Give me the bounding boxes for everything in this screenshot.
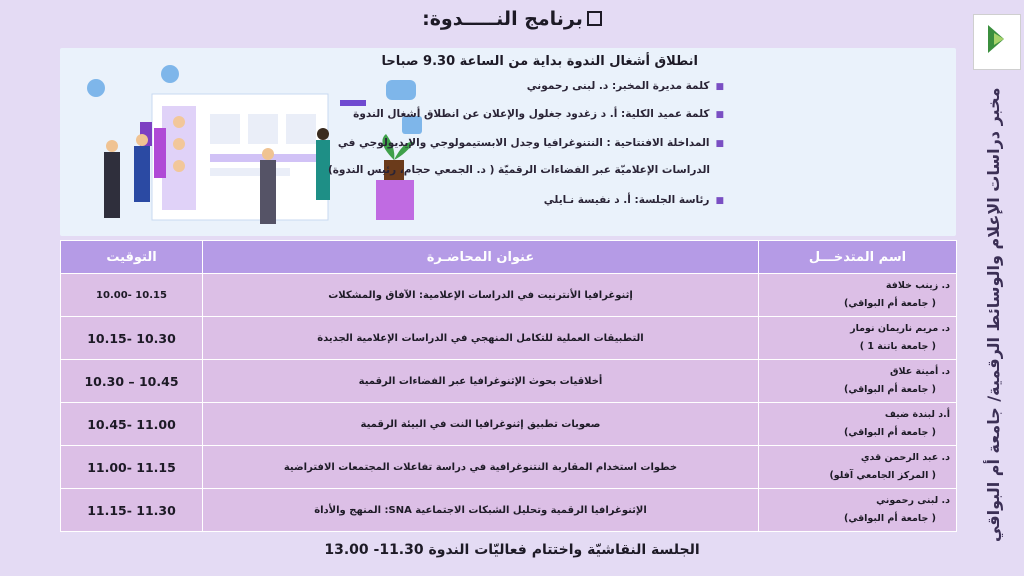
- bullet-item: ■كلمة مديرة المخبر: د. لبنى رحموني: [526, 80, 724, 92]
- speaker-cell: [759, 317, 957, 360]
- topic-cell: إثنوغرافيا الأنترنيت في الدراسات الإعلامية: الآفاق والمشكلات: [203, 274, 759, 317]
- bullet-square-icon: ■: [715, 110, 724, 120]
- speaker-name: د. لبنى رحموني: [876, 495, 950, 506]
- lab-logo: [973, 14, 1021, 70]
- time-cell: 11.00- 11.15: [61, 446, 203, 489]
- topic-cell: خطوات استخدام المقاربة النتنوغرافية في دراسة تفاعلات المجتمعات الافتراضية: [203, 446, 759, 489]
- table-row: [61, 489, 957, 532]
- header-speaker: اسم المتدخـــل: [759, 241, 957, 274]
- time-cell: 11.15- 11.30: [61, 489, 203, 532]
- table-row: [61, 403, 957, 446]
- bullet-square-icon: ■: [715, 196, 724, 206]
- speaker-affiliation: ( جامعة أم البواقي): [844, 513, 936, 524]
- topic-cell: أخلاقيات بحوث الإثنوغرافيا عبر الفضاءات الرقمية: [203, 360, 759, 403]
- bullet-item: ■المداخلة الافتتاحية : النتنوغرافيا وجدل الابستيمولوجي والإيديولوجي في: [337, 137, 724, 149]
- page-title: برنامج النـــــدوة:: [0, 8, 1024, 30]
- topic-cell: التطبيقات العملية للتكامل المنهجي في الدراسات الإعلامية الجديدة: [203, 317, 759, 360]
- table-row: [61, 446, 957, 489]
- table-row: [61, 274, 957, 317]
- time-cell: 10.45- 11.00: [61, 403, 203, 446]
- speaker-cell: [759, 403, 957, 446]
- speaker-cell: [759, 489, 957, 532]
- bullet-continuation: الدراسات الإعلاميّة عبر الفضاءات الرقميّة ( د. الجمعي حجام، رئيس الندوة): [327, 164, 710, 176]
- speaker-affiliation: ( جامعة أم البواقي): [844, 384, 936, 395]
- bullet-item: ■رئاسة الجلسة: أ. د نفيسة نـايلي: [543, 194, 724, 206]
- topic-cell: صعوبات تطبيق إثنوغرافيا النت في البيئة الرقمية: [203, 403, 759, 446]
- speaker-affiliation: ( جامعة أم البواقي): [844, 427, 936, 438]
- bullet-square-icon: ■: [715, 82, 724, 92]
- table-row: [61, 360, 957, 403]
- speaker-name: د. أمينة علاق: [890, 366, 950, 377]
- intro-heading: انطلاق أشغال الندوة بداية من الساعة 9.30 صباحا: [381, 54, 698, 69]
- speaker-affiliation: ( جامعة باتنة 1 ): [859, 341, 936, 352]
- speaker-cell: [759, 274, 957, 317]
- time-cell: 10.00- 10.15: [61, 274, 203, 317]
- bullet-square-icon: ■: [715, 139, 724, 149]
- speaker-name: د. زينب خلافة: [885, 280, 950, 291]
- topic-cell: الإثنوغرافيا الرقمية وتحليل الشبكات الاجتماعية SNA: المنهج والأداة: [203, 489, 759, 532]
- bullet-item: ■كلمة عميد الكلية: أ. د زغدود جغلول والإعلان عن انطلاق أشغال الندوة: [353, 108, 724, 120]
- speaker-cell: [759, 360, 957, 403]
- closing-session: الجلسة النقاشيّة واختتام فعاليّات الندوة 11.30- 13.00: [324, 542, 700, 558]
- table-row: [61, 317, 957, 360]
- schedule-table: [60, 240, 957, 532]
- speaker-name: د. مريم ناريمان نومار: [850, 323, 950, 334]
- speaker-affiliation: ( المركز الجامعي آفلو): [829, 470, 936, 481]
- speaker-cell: [759, 446, 957, 489]
- time-cell: 10.30 – 10.45: [61, 360, 203, 403]
- speaker-affiliation: ( جامعة أم البواقي): [844, 298, 936, 309]
- speaker-name: أ.د لبندة ضيف: [884, 409, 950, 420]
- table-header-row: [61, 241, 957, 274]
- time-cell: 10.15- 10.30: [61, 317, 203, 360]
- header-time: التوقيت: [61, 241, 203, 274]
- checkbox-icon: [587, 11, 602, 26]
- sidebar-lab-name: مخبر دراسات الإعلام والوسائط الرقمية/ جامعة أم البواقي: [984, 87, 1003, 543]
- header-topic: عنوان المحاضـرة: [203, 241, 759, 274]
- speaker-name: د. عبد الرحمن قدي: [860, 452, 950, 463]
